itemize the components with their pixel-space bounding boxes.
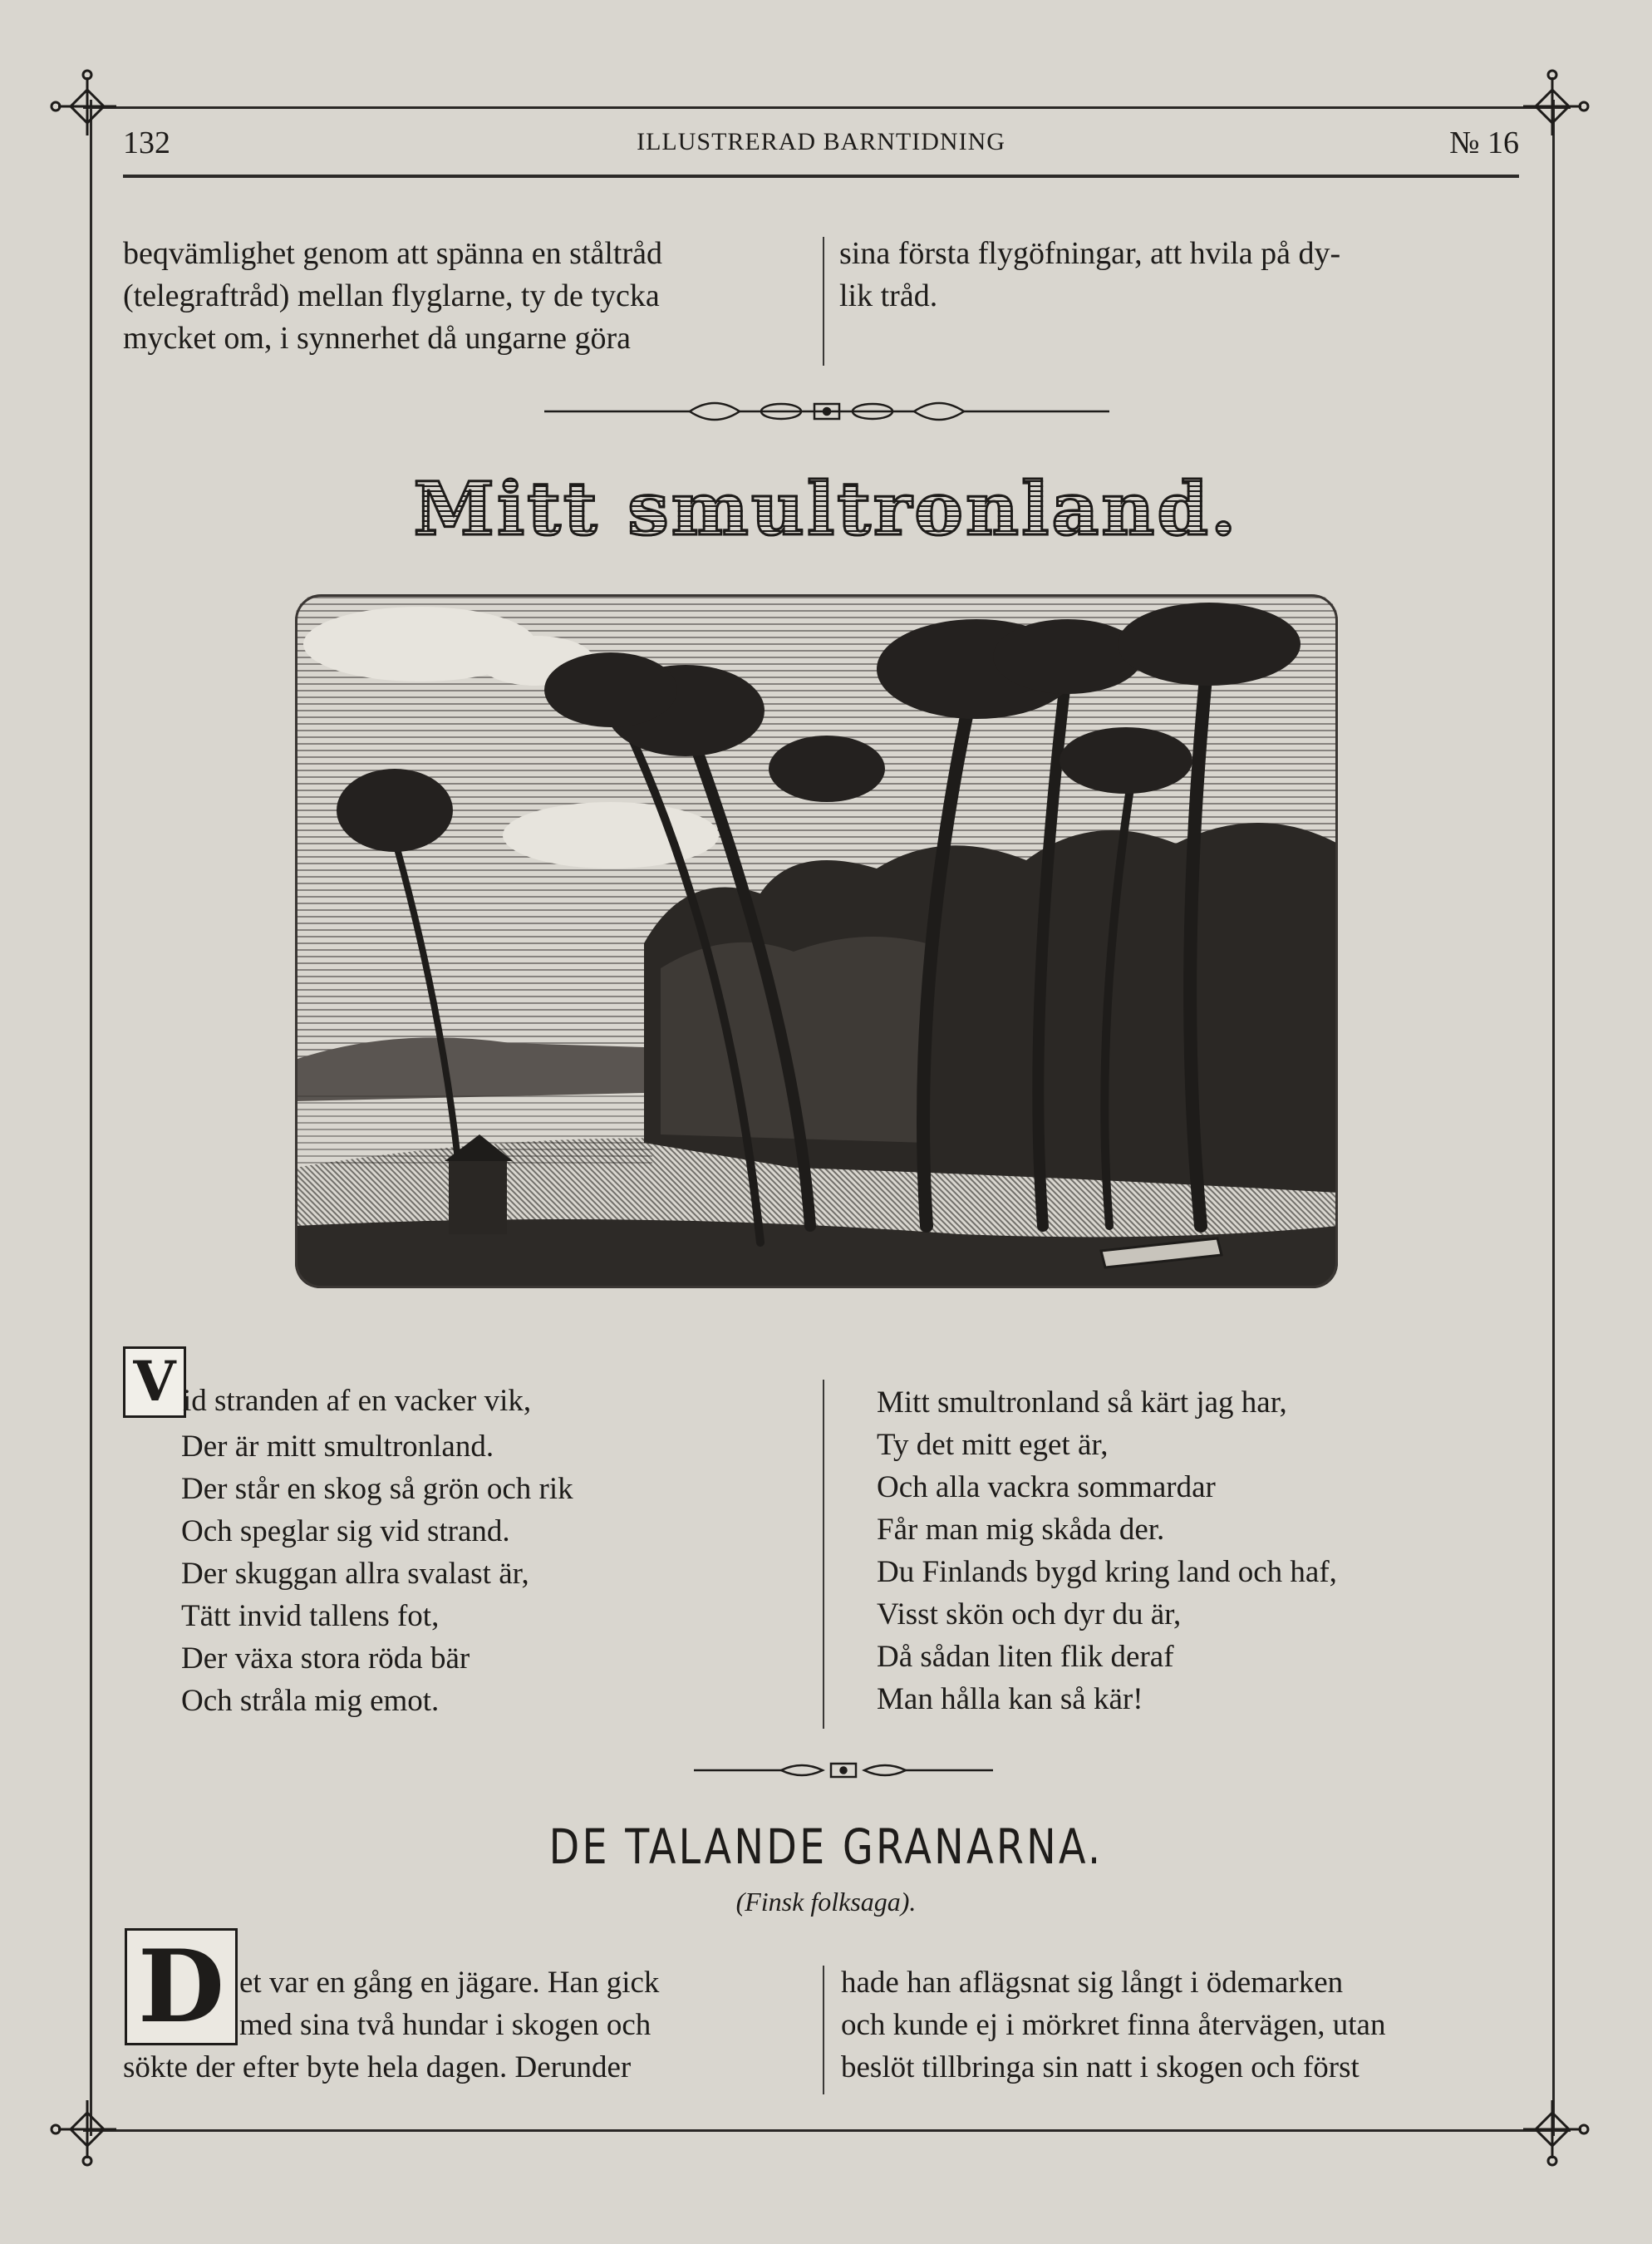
text-line: (telegraftråd) mellan flyglarne, ty de tycka [123, 278, 660, 313]
column-divider [823, 237, 824, 366]
frame-top [83, 106, 1571, 109]
poem-line: Och speglar sig vid strand. [181, 1514, 510, 1548]
text-line: mycket om, i synnerhet då ungarne göra [123, 321, 631, 356]
page-number: 132 [123, 125, 170, 160]
issue-number: № 16 [1449, 125, 1519, 160]
poem-line: Visst skön och dyr du är, [877, 1597, 1182, 1631]
drop-cap-d: D [125, 1928, 238, 2045]
text-line: hade han aflägsnat sig långt i ödemarken [841, 1966, 1344, 2000]
text-line: et var en gång en jägare. Han gick [239, 1966, 660, 2000]
corner-ornament-icon [46, 65, 129, 148]
frame-right [1552, 100, 1555, 2136]
text-line: beslöt tillbringa sin natt i skogen och först [841, 2050, 1359, 2084]
column-divider [823, 1966, 824, 2094]
poem-line: id stranden af en vacker vik, [183, 1384, 532, 1418]
poem-line: Och stråla mig emot. [181, 1684, 440, 1718]
running-head [123, 125, 1519, 166]
column-divider [823, 1380, 824, 1729]
intro-left-column [123, 233, 806, 360]
text-line: beqvämlighet genom att spänna en ståltråd [123, 236, 662, 271]
poem-line: Då sådan liten flik deraf [877, 1640, 1174, 1674]
poem-title: Mitt smultronland. [0, 465, 1652, 552]
poem-left-column-body [181, 1425, 573, 1722]
publication-title: ILLUSTRERAD BARNTIDNING [637, 128, 1005, 155]
intro-right-column [839, 233, 1519, 317]
poem-line: Der växa stora röda bär [181, 1641, 470, 1676]
frame-bottom [83, 2129, 1571, 2132]
text-line: med sina två hundar i skogen och [239, 2008, 651, 2042]
text-line: lik tråd. [839, 278, 938, 313]
text-line: sina första flygöfningar, att hvila på dy- [839, 236, 1341, 271]
poem-line: Der är mitt smultronland. [181, 1430, 494, 1464]
frame-left [90, 100, 92, 2136]
divider-ornament-icon [540, 391, 1114, 432]
corner-ornament-icon [46, 2088, 129, 2171]
text-line: sökte der efter byte hela dagen. Derunder [123, 2050, 632, 2084]
poem-line: Mitt smultronland så kärt jag har, [877, 1385, 1287, 1420]
poem-line: Tätt invid tallens fot, [181, 1599, 440, 1633]
corner-ornament-icon [1511, 65, 1594, 148]
divider-ornament-icon [690, 1754, 997, 1787]
header-rule [123, 175, 1519, 178]
poem-line: Der står en skog så grön och rik [181, 1472, 573, 1506]
story-title: DE TALANDE GRANARNA. [548, 1818, 1104, 1875]
poem-left-column [183, 1381, 531, 1422]
text-line: och kunde ej i mörkret finna återvägen, utan [841, 2008, 1386, 2042]
poem-line: Der skuggan allra svalast är, [181, 1557, 529, 1591]
story-subtitle: (Finsk folksaga). [735, 1887, 917, 1917]
story-right-column [841, 1961, 1519, 2089]
poem-line: Och alla vackra sommardar [877, 1470, 1216, 1504]
story-left-column [123, 1961, 806, 2089]
drop-cap-v: V [123, 1346, 186, 1418]
poem-line: Ty det mitt eget är, [877, 1428, 1109, 1462]
forest-lake-engraving-icon [295, 594, 1338, 1288]
poem-right-column [877, 1381, 1337, 1720]
poem-line: Man hålla kan så kär! [877, 1682, 1143, 1716]
corner-ornament-icon [1511, 2088, 1594, 2171]
poem-line: Du Finlands bygd kring land och haf, [877, 1555, 1337, 1589]
poem-line: Får man mig skåda der. [877, 1513, 1165, 1547]
